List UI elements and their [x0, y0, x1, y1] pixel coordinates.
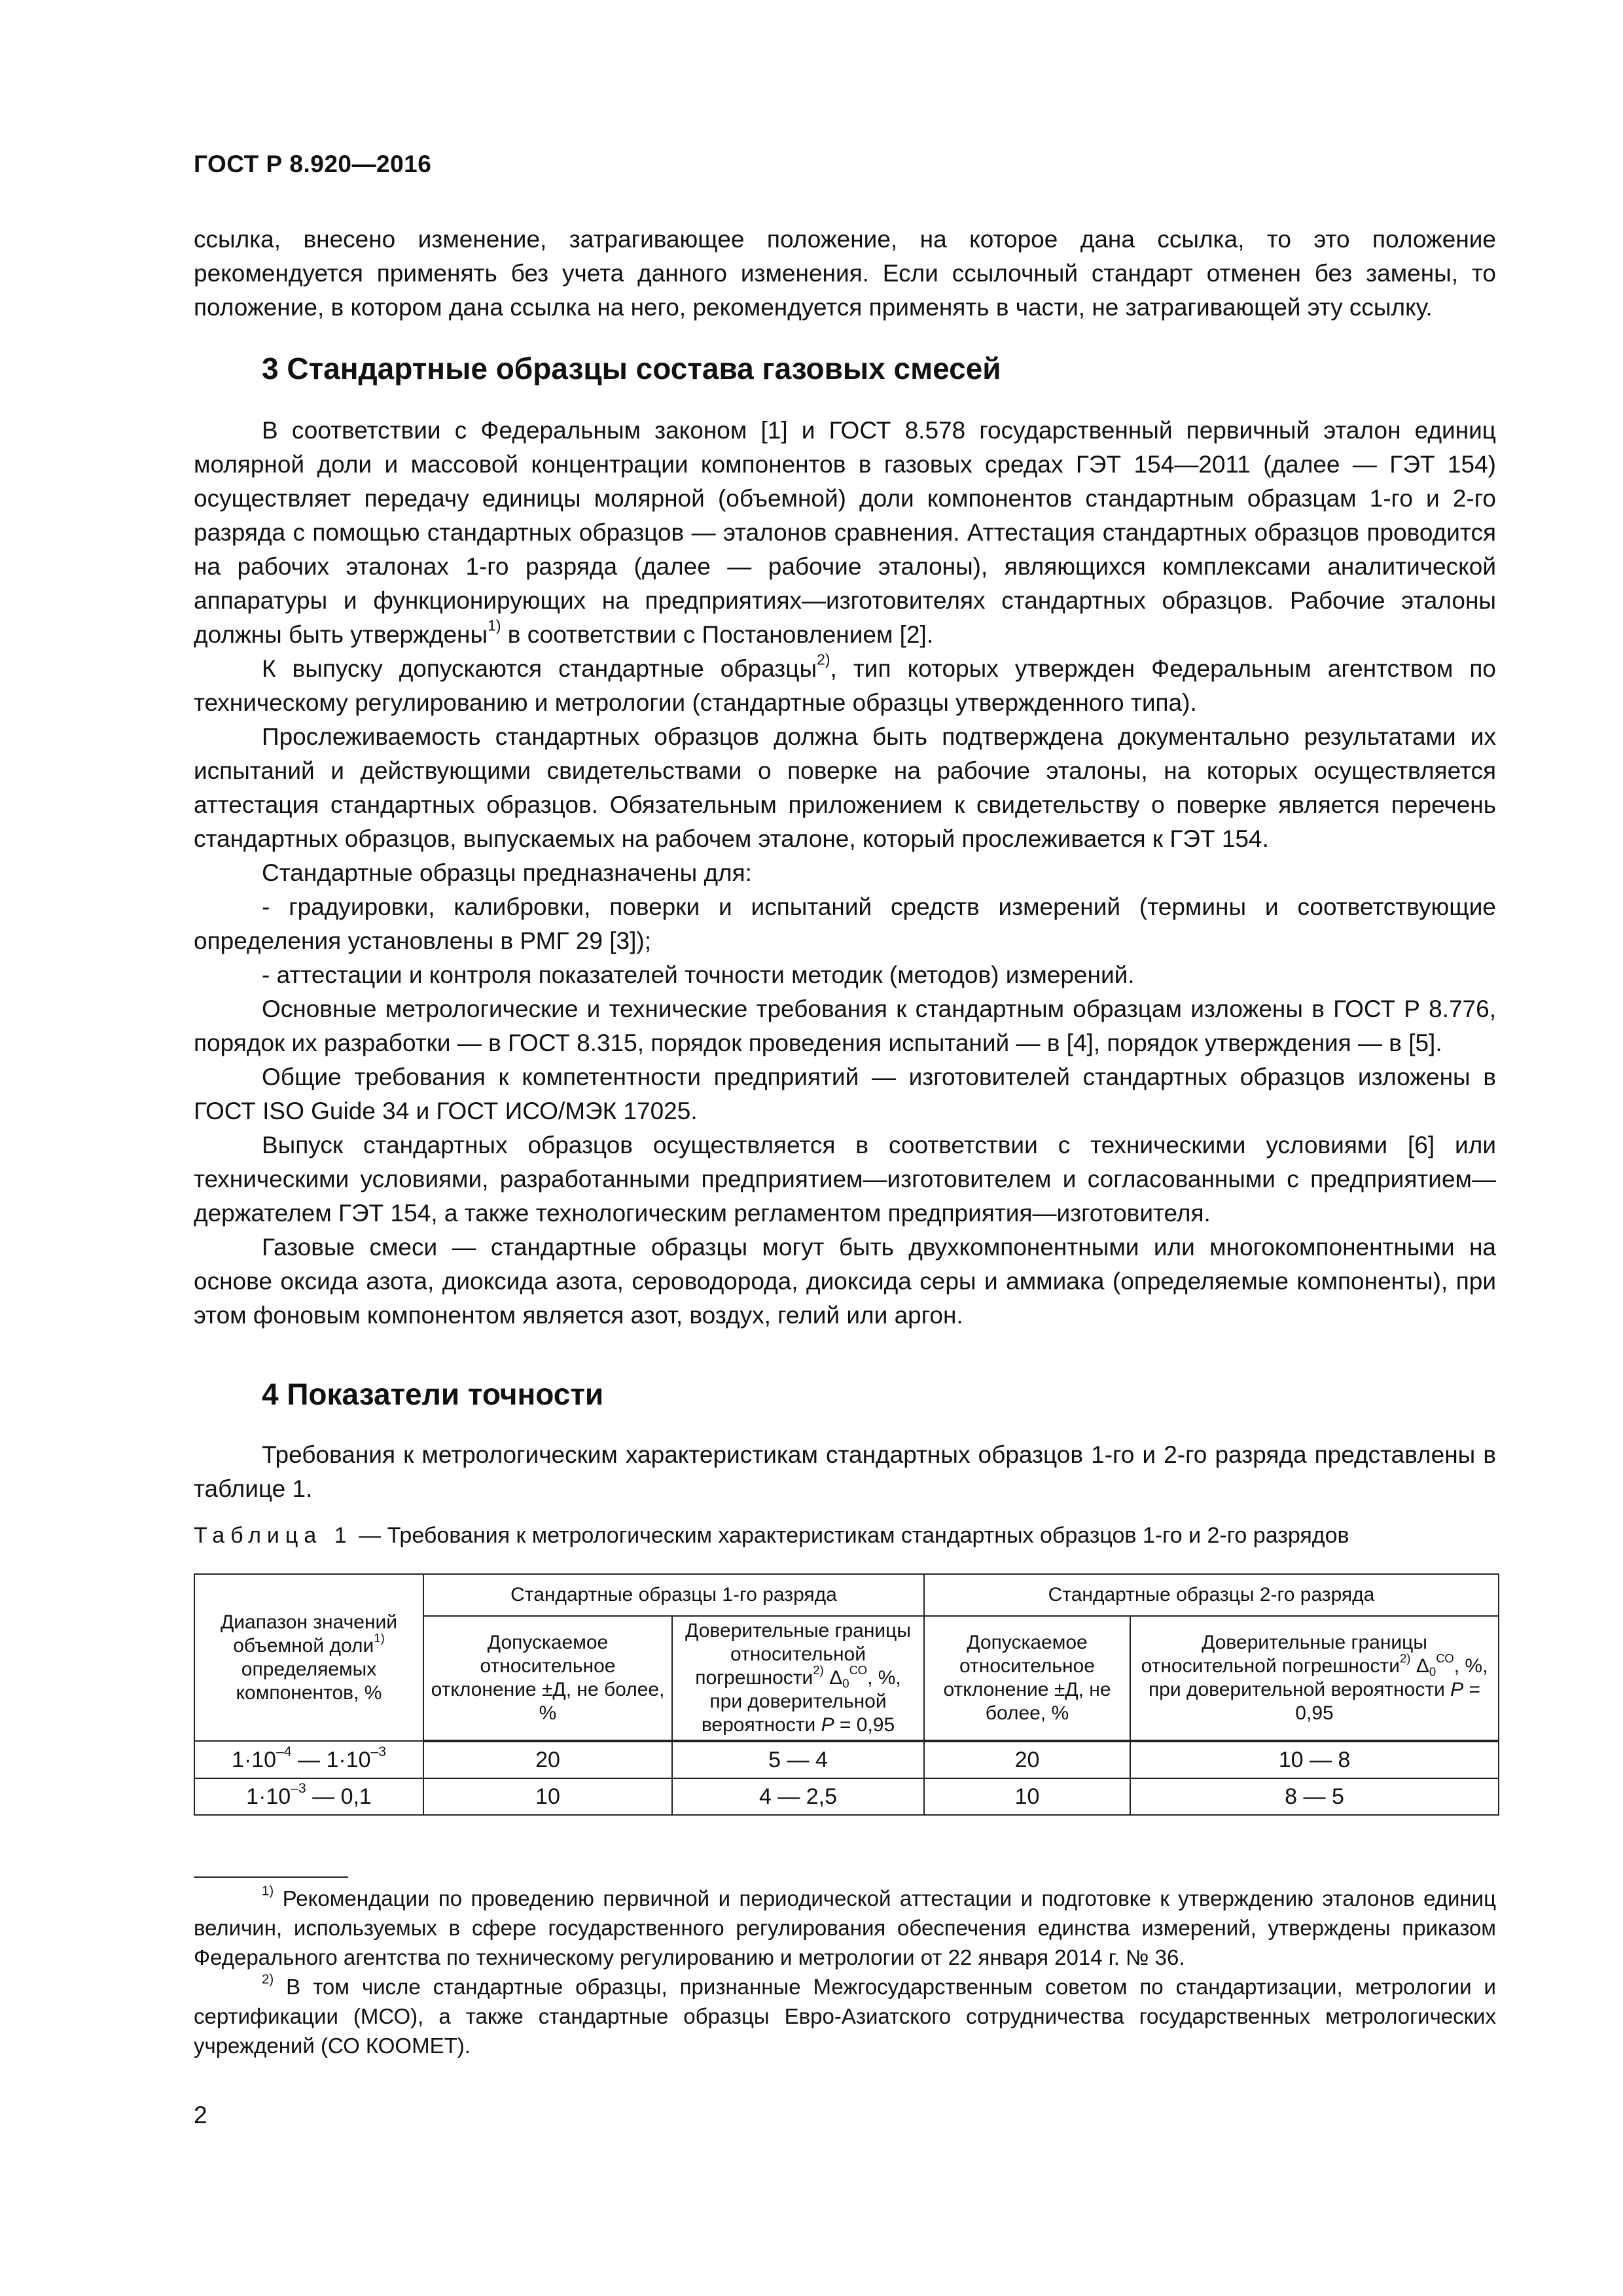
paragraph [194, 414, 1496, 652]
column-group-2nd-grade: Стандартные образцы 2-го разряда [924, 1574, 1499, 1616]
page-number: 2 [194, 2102, 207, 2128]
paragraph: Требования к метрологическим характеристикам стандартных образцов 1-го и 2-го разряда представлены в таблице 1. [194, 1441, 1496, 1502]
column-header-confidence-2: Доверительные границы относительной погрешности$^{2)}$ $\Delta_0^{СО}$, %, при доверительной вероятности P = 0,95 [1130, 1616, 1499, 1741]
paragraph: Газовые смеси — стандартные образцы могут быть двухкомпонентными или многокомпонентными на основе оксида азота, диоксида азота, сероводорода, диоксида серы и аммиака (определяемые компоненты), при этом фоновым компонентом является азот, воздух, гелий или аргон. [194, 1234, 1496, 1329]
cell-deviation-1: 10 [423, 1778, 672, 1815]
column-group-1st-grade: Стандартные образцы 1-го разряда [423, 1574, 924, 1616]
footnote-ref: 2) [817, 651, 830, 668]
paragraph: Выпуск стандартных образцов осуществляется в соответствии с техническими условиями [6] или техническими условиями, разработанными предприятием—изготовителем и согласованными с предприятием—держателем ГЭТ 154, а также технологическим регламентом предприятия—изготовителя. [194, 1132, 1496, 1227]
paragraph: Общие требования к компетентности предприятий — изготовителей стандартных образцов изложены в ГОСТ ISO Guide 34 и ГОСТ ИСО/МЭК 17025. [194, 1064, 1496, 1124]
delta-symbol: $\Delta_0^{СО}$ [1416, 1651, 1454, 1679]
cell-deviation-2: 20 [924, 1741, 1130, 1778]
footnote-1: $^{1)}$ Рекомендации по проведению первичной и периодической аттестации и подготовке к утверждению эталонов единиц величин, используемых в сфере государственного регулирования обеспечения единства измерений, утверждены приказом Федерального агентства по техническому регулированию и метрологии от 22 января 2014 г. № 36. [194, 1883, 1496, 1969]
list-item: - аттестации и контроля показателей точности методик (методов) измерений. [262, 961, 1135, 988]
intro-text [194, 223, 1496, 325]
intro-paragraph: ссылка, внесено изменение, затрагивающее положение, на которое дана ссылка, то это положение рекомендуется применять без учета данного изменения. Если ссылочный стандарт отменен без замены, то положение, в котором дана ссылка на него, рекомендуется применять в части, не затрагивающей эту ссылку. [194, 226, 1496, 321]
footnote-2: $^{2)}$ В том числе стандартные образцы, признанные Межгосударственным советом по стандартизации, метрологии и сертификации (МСО), а также стандартные образцы Евро-Азиатского сотрудничества государственных метрологических учреждений (СО КООМЕТ). [194, 1971, 1496, 2058]
section-4-heading: 4 Показатели точности [262, 1377, 604, 1411]
paragraph-text: К выпуску допускаются стандартные образцы [262, 655, 817, 682]
footnote-divider [194, 1876, 348, 1878]
table-caption-text: — Требования к метрологическим характеристикам стандартных образцов 1-го и 2-го разрядов [352, 1523, 1349, 1548]
paragraph-text: в соответствии с Постановлением [2]. [501, 621, 934, 648]
column-header-confidence-1: Доверительные границы относительной погрешности$^{2)}$ $\Delta_0^{СО}$, %, при доверительной вероятности P = 0,95 [672, 1616, 924, 1741]
running-head: ГОСТ Р 8.920—2016 [194, 151, 432, 177]
cell-deviation-2: 10 [924, 1778, 1130, 1815]
table-row [194, 1741, 1499, 1778]
requirements-table [194, 1573, 1499, 1816]
list-item: - градуировки, калибровки, поверки и испытаний средств измерений (термины и соответствующие определения установлены в РМГ 29 [3]); [194, 893, 1496, 954]
table-caption [194, 1523, 1496, 1549]
paragraph: Основные метрологические и технические требования к стандартным образцам изложены в ГОСТ Р 8.776, порядок их разработки — в ГОСТ 8.315, порядок проведения испытаний — в [4], порядок утверждения — в [5]. [194, 996, 1496, 1056]
footnote-ref: 1) [488, 617, 501, 634]
delta-symbol: $\Delta_0^{СО}$ [829, 1663, 868, 1691]
paragraph: Прослеживаемость стандартных образцов должна быть подтверждена документально результатами их испытаний и действующими свидетельствами о поверке на рабочие эталоны, на которых осуществляется аттестация стандартных образцов. Обязательным приложением к свидетельству о поверке является перечень стандартных образцов, выпускаемых на рабочем эталоне, который прослеживается к ГЭТ 154. [194, 723, 1496, 852]
cell-confidence-2: 8 — 5 [1130, 1778, 1499, 1815]
section-3-heading: 3 Стандартные образцы состава газовых смесей [262, 351, 1001, 386]
table-header-row [194, 1574, 1499, 1616]
table-caption-label: Таблица 1 [194, 1523, 353, 1548]
footnote-ref: 1) [374, 1630, 385, 1645]
footnotes [194, 1884, 1496, 2060]
cell-range: $1\cdot 10^{-4}$ — $1\cdot 10^{-3}$ [194, 1741, 423, 1778]
paragraph-text: , тип которых утвержден Федеральным агентством по техническому регулированию и метрологии (стандартные образцы утвержденного типа). [194, 655, 1496, 716]
paragraph [194, 652, 1496, 720]
cell-deviation-1: 20 [423, 1741, 672, 1778]
cell-confidence-2: 10 — 8 [1130, 1741, 1499, 1778]
section-4-body [194, 1438, 1496, 1506]
cell-range: $1\cdot 10^{-3}$ — 0,1 [194, 1778, 423, 1815]
cell-confidence-1: 4 — 2,5 [672, 1778, 924, 1815]
footnote-mark: 1) [262, 1883, 274, 1899]
section-3-body [194, 414, 1496, 1333]
footnote-mark: 2) [262, 1971, 274, 1987]
column-header-deviation-2: Допускаемое относительное отклонение ±Д, не более, % [924, 1616, 1130, 1741]
cell-confidence-1: 5 — 4 [672, 1741, 924, 1778]
paragraph-text: В соответствии с Федеральным законом [1] и ГОСТ 8.578 государственный первичный эталон единиц молярной доли и массовой концентрации компонентов в газовых средах ГЭТ 154—2011 (далее — ГЭТ 154) осуществляет передачу единицы молярной (объемной) доли компонентов стандартным образцам 1-го и 2-го разряда с помощью стандартных образцов — эталонов сравнения. Аттестация стандартных образцов проводится на рабочих эталонах 1-го разряда (далее — рабочие эталоны), являющихся комплексами аналитической аппаратуры и функционирующих на предприятиях—изготовителях стандартных образцов. Рабочие эталоны должны быть утверждены [194, 417, 1496, 648]
column-header-range: Диапазон значений объемной доли$^{1)}$ определяемых компонентов, % [194, 1574, 423, 1741]
paragraph: Стандартные образцы предназначены для: [262, 859, 752, 886]
table-row [194, 1778, 1499, 1815]
column-header-deviation-1: Допускаемое относительное отклонение ±Д, не более, % [423, 1616, 672, 1741]
